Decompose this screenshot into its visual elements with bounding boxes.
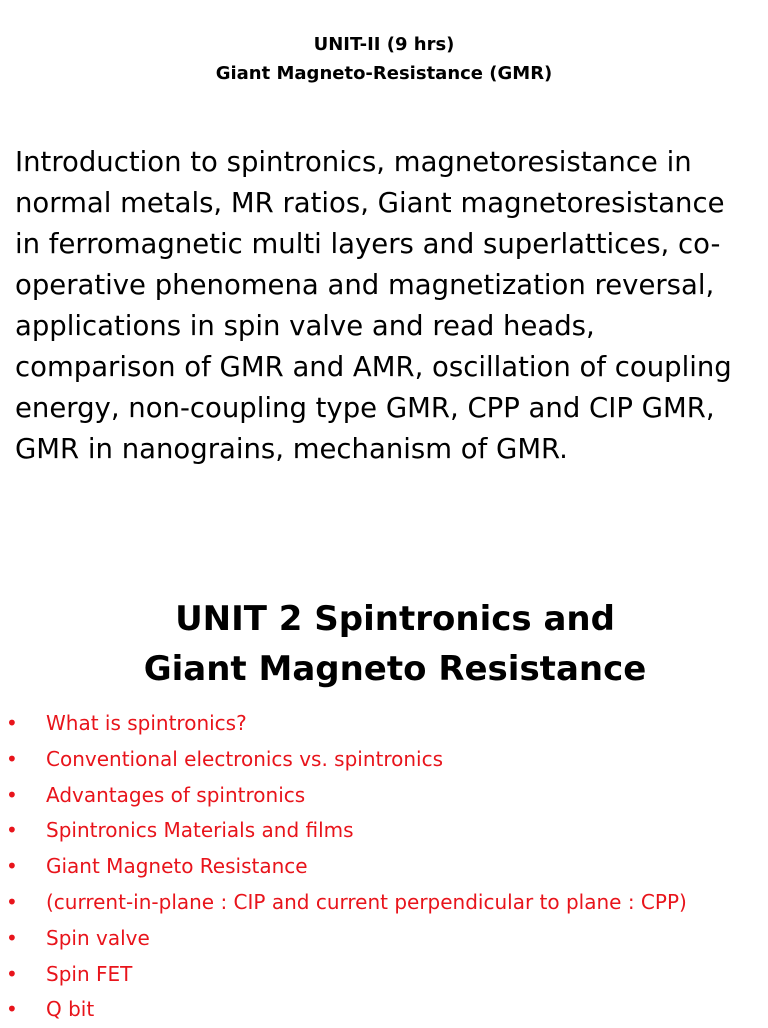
topic-label: Giant Magneto Resistance (46, 854, 308, 879)
unit-title (0, 594, 768, 694)
syllabus-line: energy, non-coupling type GMR, CPP and CIP GMR, (15, 392, 715, 424)
syllabus-line: Introduction to spintronics, magnetoresistance in (15, 146, 692, 178)
topic-label: (current-in-plane : CIP and current perpendicular to plane : CPP) (46, 889, 687, 914)
syllabus-line: operative phenomena and magnetization reversal, (15, 269, 715, 301)
unit-heading: UNIT-II (9 hrs) (313, 34, 455, 55)
topic-label: Advantages of spintronics (46, 782, 306, 807)
list-item (0, 849, 768, 885)
bullet-icon: • (6, 818, 18, 843)
list-item (0, 706, 768, 742)
topic-list (0, 706, 768, 1028)
syllabus-line: applications in spin valve and read heads, (15, 310, 595, 342)
topic-label: Q bit (46, 997, 95, 1022)
list-item (0, 813, 768, 849)
list-item (0, 885, 768, 921)
list-item (0, 992, 768, 1028)
syllabus-line: comparison of GMR and AMR, oscillation of coupling (15, 351, 732, 383)
unit-title-line: UNIT 2 Spintronics and (175, 599, 615, 639)
topic-label: Spin valve (46, 925, 150, 950)
unit-title-line: Giant Magneto Resistance (143, 649, 647, 689)
unit-subheading: Giant Magneto-Resistance (GMR) (215, 63, 553, 84)
list-item (0, 921, 768, 957)
bullet-icon: • (6, 889, 18, 914)
bullet-icon: • (6, 746, 18, 771)
syllabus-line: GMR in nanograins, mechanism of GMR. (15, 433, 568, 465)
syllabus-line: in ferromagnetic multi layers and superlattices, co- (15, 228, 721, 260)
list-item (0, 957, 768, 993)
syllabus-line: normal metals, MR ratios, Giant magnetoresistance (15, 187, 725, 219)
bullet-icon: • (6, 925, 18, 950)
bullet-icon: • (6, 711, 18, 735)
syllabus-paragraph (15, 142, 760, 470)
list-item (0, 742, 768, 778)
topic-label: Spintronics Materials and films (46, 818, 354, 843)
bullet-icon: • (6, 782, 18, 807)
topic-label: Conventional electronics vs. spintronics (46, 746, 444, 771)
list-item (0, 778, 768, 814)
bullet-icon: • (6, 854, 18, 879)
topic-label: What is spintronics? (46, 711, 247, 735)
slide-header (0, 30, 768, 88)
bullet-icon: • (6, 961, 18, 986)
bullet-icon: • (6, 997, 18, 1022)
topic-label: Spin FET (46, 961, 133, 986)
